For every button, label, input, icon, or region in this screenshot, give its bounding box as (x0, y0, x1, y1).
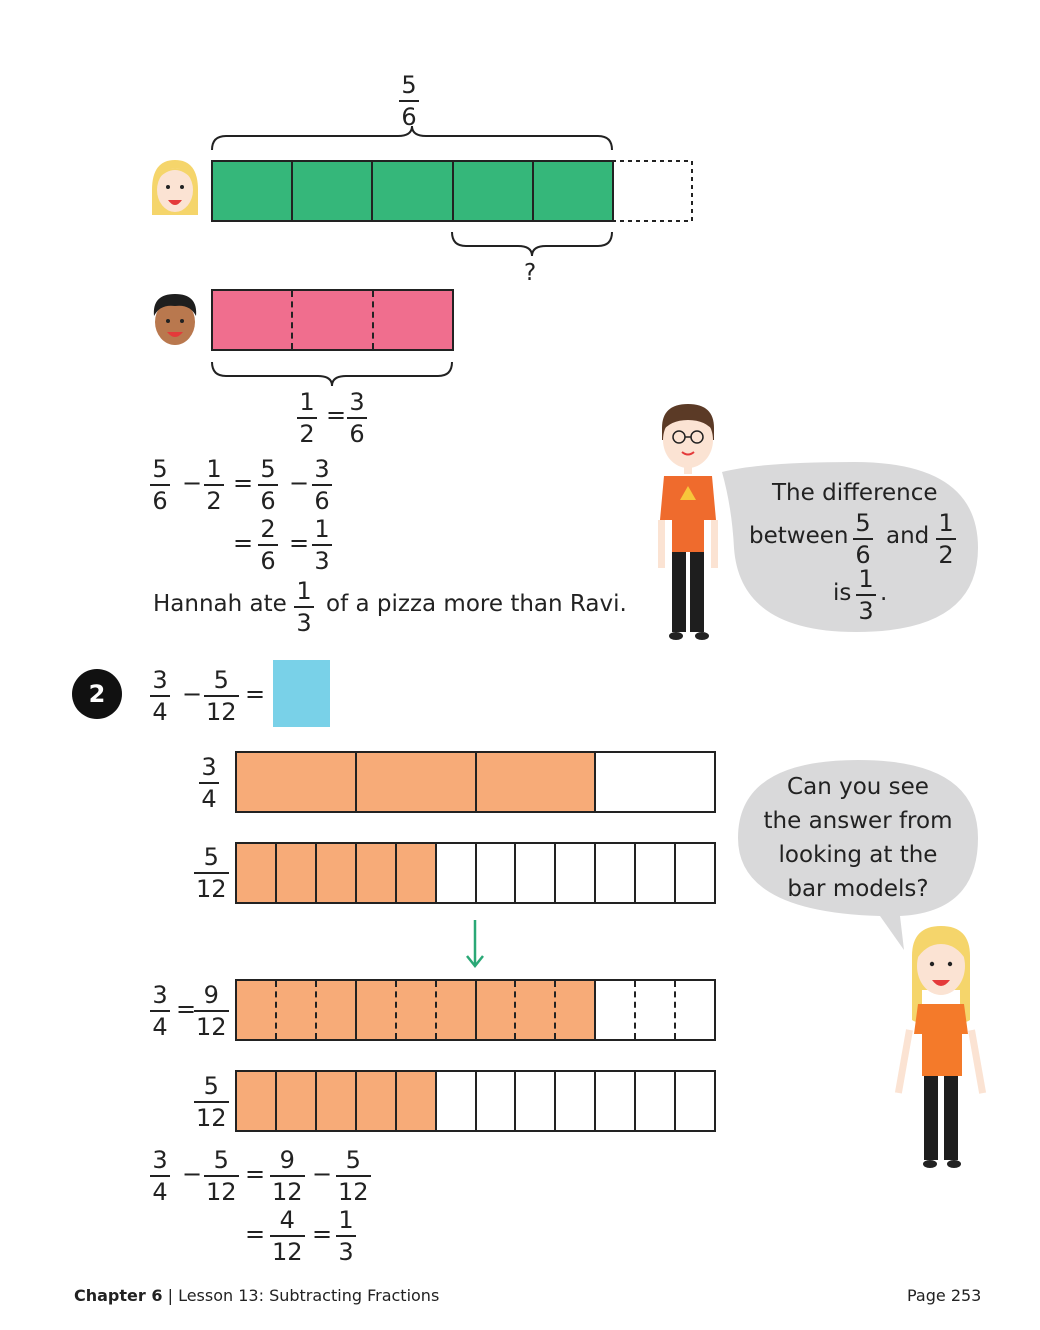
girl-character-illustration (895, 926, 986, 1168)
minus-sign: − (182, 469, 203, 497)
bar-cell (514, 1072, 554, 1130)
fraction-label: 3 4 (150, 1147, 170, 1206)
fraction-label: 4 12 (272, 1206, 303, 1266)
bar-cell (594, 844, 634, 902)
fraction-label: 3 4 (199, 754, 219, 813)
fraction-label: 5 12 (206, 666, 237, 726)
fraction-label: 1 3 (856, 566, 876, 625)
bar-cell (594, 981, 634, 1039)
bar-cell (514, 981, 554, 1039)
equals-sign: = (233, 529, 254, 557)
footer-page: Page 253 (907, 1286, 982, 1305)
bar-cell (435, 981, 475, 1039)
fraction-label: 5 6 (258, 456, 278, 515)
bar-cell (594, 753, 714, 811)
bar-cell (355, 753, 475, 811)
bar-cell (532, 162, 612, 220)
minus-sign: − (182, 680, 203, 708)
bar-cell (291, 291, 371, 349)
bar-three-quarters (235, 751, 716, 813)
equals-sign: = (245, 1220, 266, 1248)
fraction-label: 1 2 (936, 510, 956, 569)
bubble-text: . (880, 580, 888, 606)
bar-five-sixths (211, 160, 614, 222)
bar-cell (355, 981, 395, 1039)
half-brace (212, 362, 452, 386)
bar-cell (594, 1072, 634, 1130)
fraction-label: 5 6 (853, 510, 873, 569)
hannah-face-icon (152, 160, 198, 215)
fraction-label: 5 12 (206, 1146, 237, 1206)
bar-cell (554, 844, 594, 902)
question-number: 2 (88, 680, 106, 708)
bar-cell (674, 1072, 714, 1130)
bar-cell (475, 753, 595, 811)
down-arrow-icon (467, 920, 483, 966)
minus-sign: − (182, 1160, 203, 1188)
bar-cell (315, 844, 355, 902)
minus-sign: − (289, 469, 310, 497)
bubble-text: bar models? (787, 876, 929, 902)
equals-sign: = (245, 1160, 266, 1188)
bubble-text: the answer from (763, 808, 953, 834)
fraction-label: 5 12 (196, 1072, 227, 1132)
bar-nine-twelfths (235, 979, 716, 1041)
bar-cell (475, 981, 515, 1039)
footer-left (74, 1286, 439, 1305)
bar-cell (475, 1072, 515, 1130)
bubble-text: and (886, 523, 930, 549)
bar-cell (213, 162, 291, 220)
fraction-label: 1 3 (312, 516, 332, 575)
bar-cell (514, 844, 554, 902)
answer-box[interactable] (273, 660, 330, 727)
bar-cell (291, 162, 371, 220)
bar-cell (554, 981, 594, 1039)
equals-sign: = (176, 995, 197, 1023)
bar-cell (372, 291, 452, 349)
footer-chapter: Chapter 6 (74, 1286, 163, 1305)
conclusion-text-start: Hannah ate (153, 591, 287, 617)
boy-character-illustration (658, 404, 718, 640)
fraction-label: 1 3 (336, 1207, 356, 1266)
bar-cell (674, 981, 714, 1039)
bar-cell (395, 981, 435, 1039)
fraction-label: 3 6 (312, 456, 332, 515)
equals-sign: = (326, 401, 347, 429)
bar-cell (435, 844, 475, 902)
bar-cell (554, 1072, 594, 1130)
fraction-label: 5 12 (338, 1146, 369, 1206)
bar-cell (355, 1072, 395, 1130)
bar-cell (634, 844, 674, 902)
footer-separator: | (167, 1286, 173, 1305)
minus-sign: − (312, 1160, 333, 1188)
footer-lesson: Lesson 13: Subtracting Fractions (178, 1286, 440, 1305)
bar-five-twelfths (235, 842, 716, 904)
bar-cell (237, 981, 275, 1039)
ravi-face-icon (154, 294, 196, 345)
bar-cell (275, 844, 315, 902)
bar-cell (371, 162, 451, 220)
bubble-text: is (833, 580, 852, 606)
fraction-label: 9 12 (196, 981, 227, 1041)
bar-cell (674, 844, 714, 902)
bar-cell (435, 1072, 475, 1130)
bar-cell (634, 981, 674, 1039)
fraction-five-sixths-label: 5 6 (399, 72, 419, 131)
fraction-label: 9 12 (272, 1146, 303, 1206)
bubble-text: Can you see (787, 774, 929, 800)
bubble-text: looking at the (778, 842, 938, 868)
bar-half (211, 289, 454, 351)
fraction-label: 3 6 (347, 389, 367, 448)
bar-cell (275, 981, 315, 1039)
bar-cell (275, 1072, 315, 1130)
fraction-label: 2 6 (258, 516, 278, 575)
bar-cell (355, 844, 395, 902)
bar-cell (634, 1072, 674, 1130)
bar-cell (315, 1072, 355, 1130)
top-brace (212, 126, 612, 150)
bar-cell (395, 1072, 435, 1130)
equals-sign: = (245, 680, 266, 708)
bar-cell (237, 844, 275, 902)
bar-cell (315, 981, 355, 1039)
question-mark-label: ? (524, 260, 537, 286)
fraction-label: 1 2 (204, 456, 224, 515)
equals-sign: = (312, 1220, 333, 1248)
bubble-text: The difference (772, 480, 938, 506)
empty-sixth-segment (612, 161, 692, 221)
fraction-label: 5 12 (196, 843, 227, 903)
question-brace (452, 232, 612, 256)
bar-cell (237, 753, 355, 811)
fraction-label: 5 6 (150, 456, 170, 515)
bar-five-twelfths-second (235, 1070, 716, 1132)
bubble-text: between (749, 523, 849, 549)
fraction-label: 1 3 (294, 578, 314, 637)
conclusion-text-end: of a pizza more than Ravi. (326, 591, 627, 617)
fraction-label: 3 4 (150, 982, 170, 1041)
bar-cell (452, 162, 532, 220)
bar-cell (237, 1072, 275, 1130)
fraction-label: 1 2 (297, 389, 317, 448)
bar-cell (213, 291, 291, 349)
bar-cell (475, 844, 515, 902)
bar-cell (395, 844, 435, 902)
fraction-label: 3 4 (150, 667, 170, 726)
equals-sign: = (289, 529, 310, 557)
equals-sign: = (233, 469, 254, 497)
